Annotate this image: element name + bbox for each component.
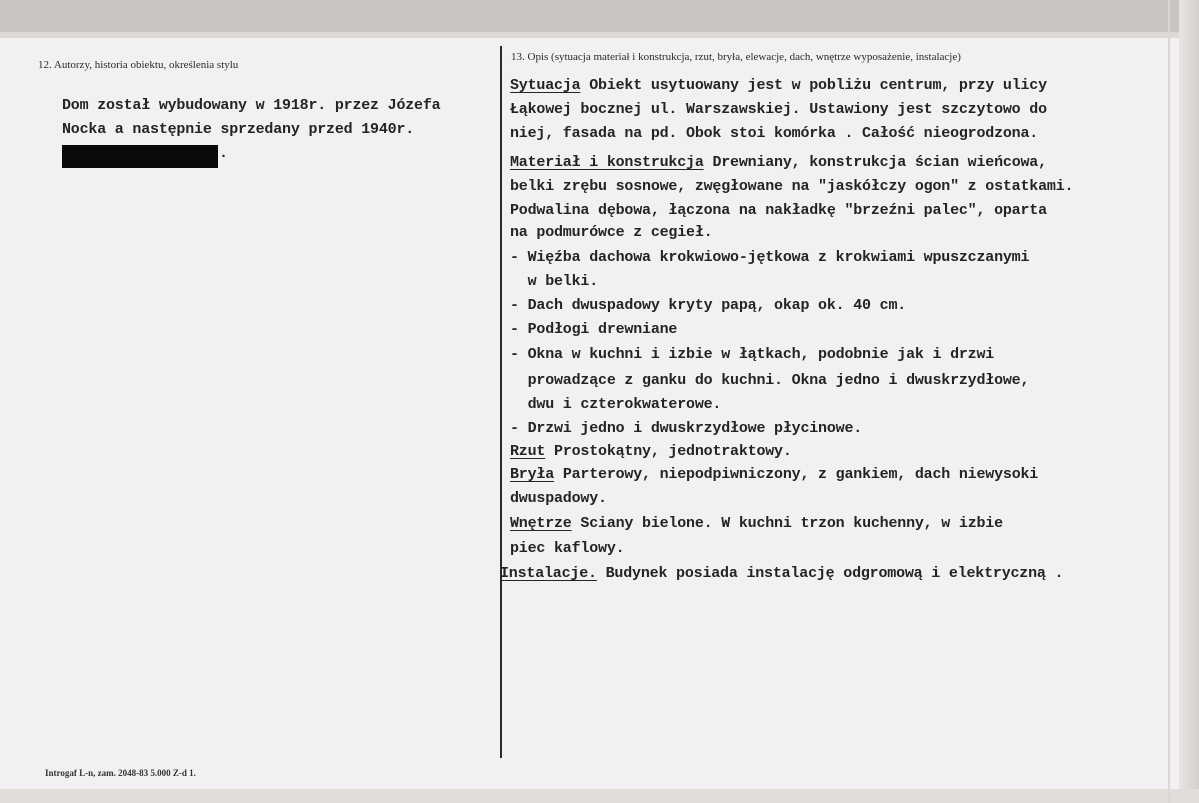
desc-bryla-line-1	[510, 466, 1038, 483]
desc-sytuacja-line-1	[510, 77, 1047, 94]
desc-wnetrze-line-1	[510, 515, 1003, 532]
desc-item-5: - Drzwi jedno i dwuskrzydłowe płycinowe.	[510, 420, 863, 437]
label-instalacje: Instalacje.	[500, 565, 597, 582]
desc-item-4-line-3: dwu i czterokwaterowe.	[510, 396, 722, 413]
history-line-3-end: .	[219, 145, 228, 162]
page-bottom-edge	[0, 789, 1199, 803]
history-line-2: Nocka a następnie sprzedany przed 1940r.	[62, 121, 415, 138]
label-rzut: Rzut	[510, 443, 546, 460]
section-12-header: 12. Autorzy, historia obiektu, określenia stylu	[38, 59, 239, 71]
desc-item-1-line-1: - Więźba dachowa krokwiowo-jętkowa z krokwiami wpuszczanymi	[510, 249, 1030, 266]
wnetrze-text: Sciany bielone. W kuchni trzon kuchenny, w izbie	[571, 515, 1003, 532]
desc-bryla-line-2: dwuspadowy.	[510, 490, 607, 507]
desc-material-line-4: na podmurówce z cegieł.	[510, 224, 713, 241]
desc-instalacje	[500, 565, 1063, 582]
material-text: Drewniany, konstrukcja ścian wieńcowa,	[703, 154, 1047, 171]
rzut-text: Prostokątny, jednotraktowy.	[545, 443, 792, 460]
desc-wnetrze-line-2: piec kaflowy.	[510, 540, 625, 557]
column-divider	[500, 46, 502, 758]
desc-material-line-3: Podwalina dębowa, łączona na nakładkę "brzeźni palec", oparta	[510, 202, 1047, 219]
label-material: Materiał i konstrukcja	[510, 154, 704, 171]
section-13-header: 13. Opis (sytuacja materiał i konstrukcja, rzut, bryła, elewacje, dach, wnętrze wyposażenie, instalacje)	[511, 51, 961, 63]
desc-item-3: - Podłogi drewniane	[510, 321, 678, 338]
label-sytuacja: Sytuacja	[510, 77, 581, 94]
printer-imprint: Introgaf L-n, zam. 2048-83 5.000 Z-d 1.	[45, 768, 196, 778]
page-right-edge	[1179, 0, 1199, 803]
page-top-edge	[0, 0, 1199, 32]
bryla-text: Parterowy, niepodpiwniczony, z gankiem, dach niewysoki	[554, 466, 1039, 483]
desc-rzut	[510, 443, 792, 460]
desc-item-4-line-2: prowadzące z ganku do kuchni. Okna jedno i dwuskrzydłowe,	[510, 372, 1030, 389]
desc-sytuacja-line-2: Łąkowej bocznej ul. Warszawskiej. Ustawiony jest szczytowo do	[510, 101, 1047, 118]
instalacje-text: Budynek posiada instalację odgromową i elektryczną .	[596, 565, 1064, 582]
desc-material-line-1	[510, 154, 1047, 171]
label-bryla: Bryła	[510, 466, 555, 483]
history-line-1: Dom został wybudowany w 1918r. przez Józefa	[62, 97, 441, 114]
desc-material-line-2: belki zrębu sosnowe, zwęgłowane na "jaskółczy ogon" z ostatkami.	[510, 178, 1074, 195]
sytuacja-text: Obiekt usytuowany jest w pobliżu centrum, przy ulicy	[580, 77, 1047, 94]
page-top-shadow	[0, 32, 1199, 38]
desc-item-2: - Dach dwuspadowy kryty papą, okap ok. 40 cm.	[510, 297, 907, 314]
paper-fold-line	[1168, 0, 1170, 803]
desc-item-1-line-2: w belki.	[510, 273, 599, 290]
desc-sytuacja-line-3: niej, fasada na pd. Obok stoi komórka . Całość nieogrodzona.	[510, 125, 1039, 142]
redacted-name	[62, 145, 218, 168]
desc-item-4-line-1: - Okna w kuchni i izbie w łątkach, podobnie jak i drzwi	[510, 346, 995, 363]
label-wnetrze: Wnętrze	[510, 515, 572, 532]
